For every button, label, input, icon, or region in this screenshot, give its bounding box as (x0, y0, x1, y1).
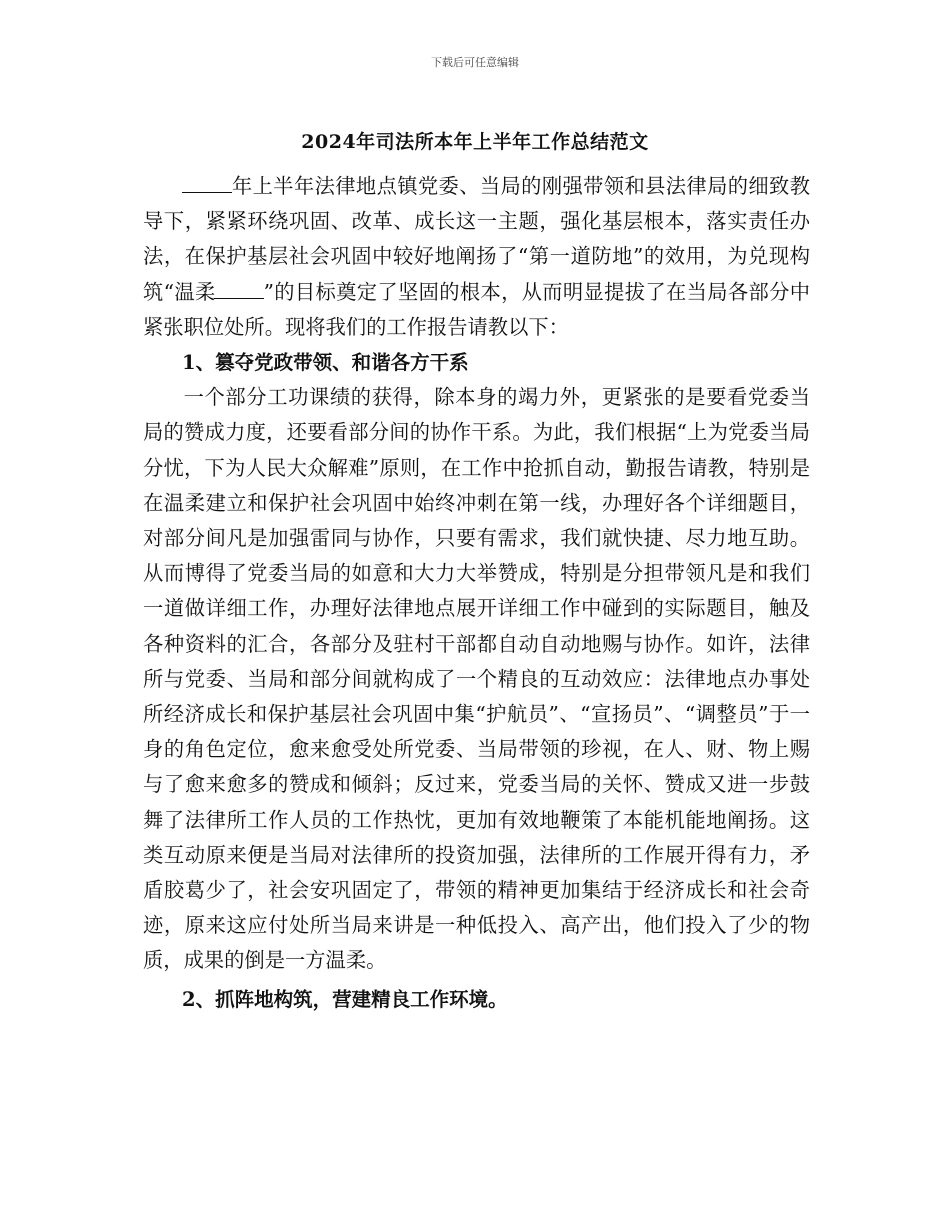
intro-text: 年上半年法律地点镇党委、当局的刚强带领和县法律局的细致教导下，紧紧环绕巩固、改革、成长这一主题，强化基层根本，落实责任办法，在保护基层社会巩固中较好地阐扬了“第一道防地”的效用，为兑现构筑“温柔 (143, 174, 810, 304)
section-1-body: 一个部分工功课绩的获得，除本身的竭力外，更紧张的是要看党委当局的赞成力度，还要看部分间的协作干系。为此，我们根据“上为党委当局分忧，下为人民大众解难”原则，在工作中抢抓自动，勤报告请教，特别是在温柔建立和保护社会巩固中始终冲刺在第一线，办理好各个详细题目，对部分间凡是加强雷同与协作，只要有需求，我们就快捷、尽力地互助。从而博得了党委当局的如意和大力大举赞成，特别是分担带领凡是和我们一道做详细工作，办理好法律地点展开详细工作中碰到的实际题目，触及各种资料的汇合，各部分及驻村干部都自动自动地赐与协作。如许，法律所与党委、当局和部分间就构成了一个精良的互动效应：法律地点办事处所经济成长和保护基层社会巩固中集“护航员”、“宣扬员”、“调整员”于一身的角色定位，愈来愈受处所党委、当局带领的珍视，在人、财、物上赐与了愈来愈多的赞成和倾斜；反过来，党委当局的关怀、赞成又进一步鼓舞了法律所工作人员的工作热忱，更加有效地鞭策了本能机能地阐扬。这类互动原来便是当局对法律所的投资加强，法律所的工作展开得有力，矛盾胶葛少了，社会安巩固定了，带领的精神更加集结于经济成长和社会奇迹，原来这应付处所当局来讲是一种低投入、高产出，他们投入了少的物质，成果的倒是一方温柔。 (143, 385, 810, 973)
intro-text-continued: ”的目标奠定了坚固的根本，从而明显提拔了在当局各部分中紧张职位处所。现将我们的工作报告请教以下： (143, 279, 810, 339)
blank-underline (214, 297, 264, 299)
page-header-note: 下载后可任意编辑 (431, 56, 519, 69)
section-2-heading: 2、抓阵地构筑，营建精良工作环境。 (182, 987, 508, 1011)
section-1-heading: 1、篡夺党政带领、和谐各方干系 (182, 351, 469, 375)
intro-paragraph (143, 169, 810, 345)
document-title: 2024年司法所本年上半年工作总结范文 (301, 131, 649, 153)
blank-underline (182, 191, 232, 193)
document-body (143, 169, 810, 1017)
